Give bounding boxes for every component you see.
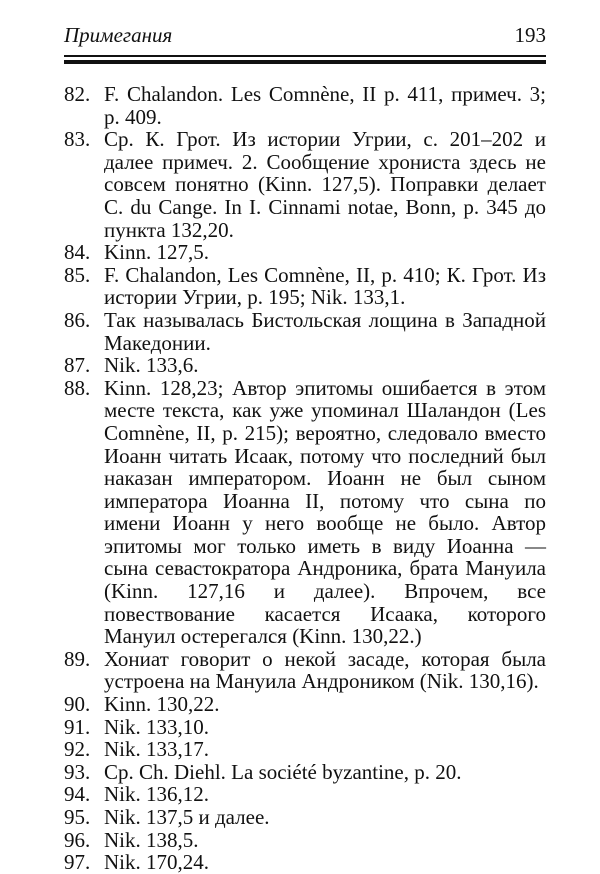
endnote-number: 85.	[64, 262, 91, 287]
endnote-90	[64, 693, 546, 716]
endnote-text: Nik. 170,24.	[104, 850, 209, 874]
endnote-text: F. Chalandon. Les Comnène, II p. 411, примеч. 3; p. 409.	[104, 82, 546, 129]
endnote-number: 90.	[64, 692, 91, 717]
endnote-number: 83.	[64, 127, 91, 152]
endnote-text: Kinn. 128,23; Автор эпитомы ошибается в этом месте текста, как уже упоминал Шаландон (Les Comnène, II, p. 215); вероятно, следовало вместо Иоанн читать Исаак, потому что последний был наказан императором. Иоанн не был сыном императора Иоанна II, потому что сына по имени Иоанн у него вообще не было. Автор эпитомы мог только иметь в виду Иоанна — сына севастократора Андроника, брата Мануила (Kinn. 127,16 и далее). Впрочем, все повествование касается Исаака, которого Мануил остерегался (Kinn. 130,22.)	[104, 375, 546, 649]
endnote-text: Хониат говорит о некой засаде, которая была устроена на Мануила Андроником (Nik. 130,16).	[104, 646, 546, 694]
endnote-text: Kinn. 130,22.	[104, 692, 220, 717]
endnote-number: 87.	[64, 353, 91, 378]
endnote-number: 82.	[64, 82, 91, 106]
endnote-number: 94.	[64, 782, 91, 807]
header-rule-thick	[64, 60, 546, 64]
endnote-95	[64, 806, 546, 829]
endnote-88	[64, 377, 546, 648]
endnote-89	[64, 648, 546, 693]
endnote-91	[64, 716, 546, 739]
header-rule-thin	[64, 55, 546, 57]
endnote-92	[64, 738, 546, 761]
endnote-number: 88.	[64, 375, 91, 400]
endnote-text: Nik. 133,10.	[104, 714, 209, 739]
endnote-82	[64, 83, 546, 128]
endnote-number: 93.	[64, 759, 91, 784]
endnote-number: 86.	[64, 307, 91, 332]
endnote-number: 97.	[64, 850, 91, 874]
endnote-number: 89.	[64, 646, 91, 671]
page-number: 193	[514, 23, 546, 47]
endnote-87	[64, 354, 546, 377]
endnote-text: Nik. 138,5.	[104, 827, 199, 852]
endnote-text: Так называлась Бистольская лощина в Западной Македонии.	[104, 307, 546, 355]
endnotes-list	[64, 83, 546, 874]
endnote-text: Kinn. 127,5.	[104, 240, 209, 265]
endnote-text: Ср. Ch. Diehl. La société byzantine, p. 20.	[104, 759, 462, 784]
running-head-title: Примегания	[64, 23, 173, 47]
endnote-86	[64, 309, 546, 354]
endnote-text: Nik. 136,12.	[104, 782, 209, 807]
endnote-number: 95.	[64, 805, 91, 829]
endnote-number: 92.	[64, 737, 91, 762]
endnote-85	[64, 264, 546, 309]
endnote-94	[64, 783, 546, 806]
endnote-text: Nik. 133,6.	[104, 353, 199, 378]
endnote-83	[64, 128, 546, 241]
running-head	[64, 20, 546, 50]
endnote-text: Nik. 133,17.	[104, 737, 209, 762]
endnote-number: 91.	[64, 714, 91, 739]
endnote-number: 84.	[64, 240, 91, 265]
endnote-93	[64, 761, 546, 784]
endnote-text: Nik. 137,5 и далее.	[104, 805, 270, 829]
endnote-96	[64, 829, 546, 852]
endnote-97	[64, 851, 546, 874]
endnote-text: F. Chalandon, Les Comnène, II, p. 410; К. Грот. Из истории Угрии, p. 195; Nik. 133,1.	[104, 262, 546, 310]
endnote-84	[64, 241, 546, 264]
endnote-text: Ср. К. Грот. Из истории Угрии, с. 201–202 и далее примеч. 2. Сообщение хрониста здесь не совсем понятно (Kinn. 127,5). Поправки делает C. du Cange. In I. Cinnami notae, Bonn, p. 345 до пункта 132,20.	[104, 127, 546, 242]
endnote-number: 96.	[64, 827, 91, 852]
